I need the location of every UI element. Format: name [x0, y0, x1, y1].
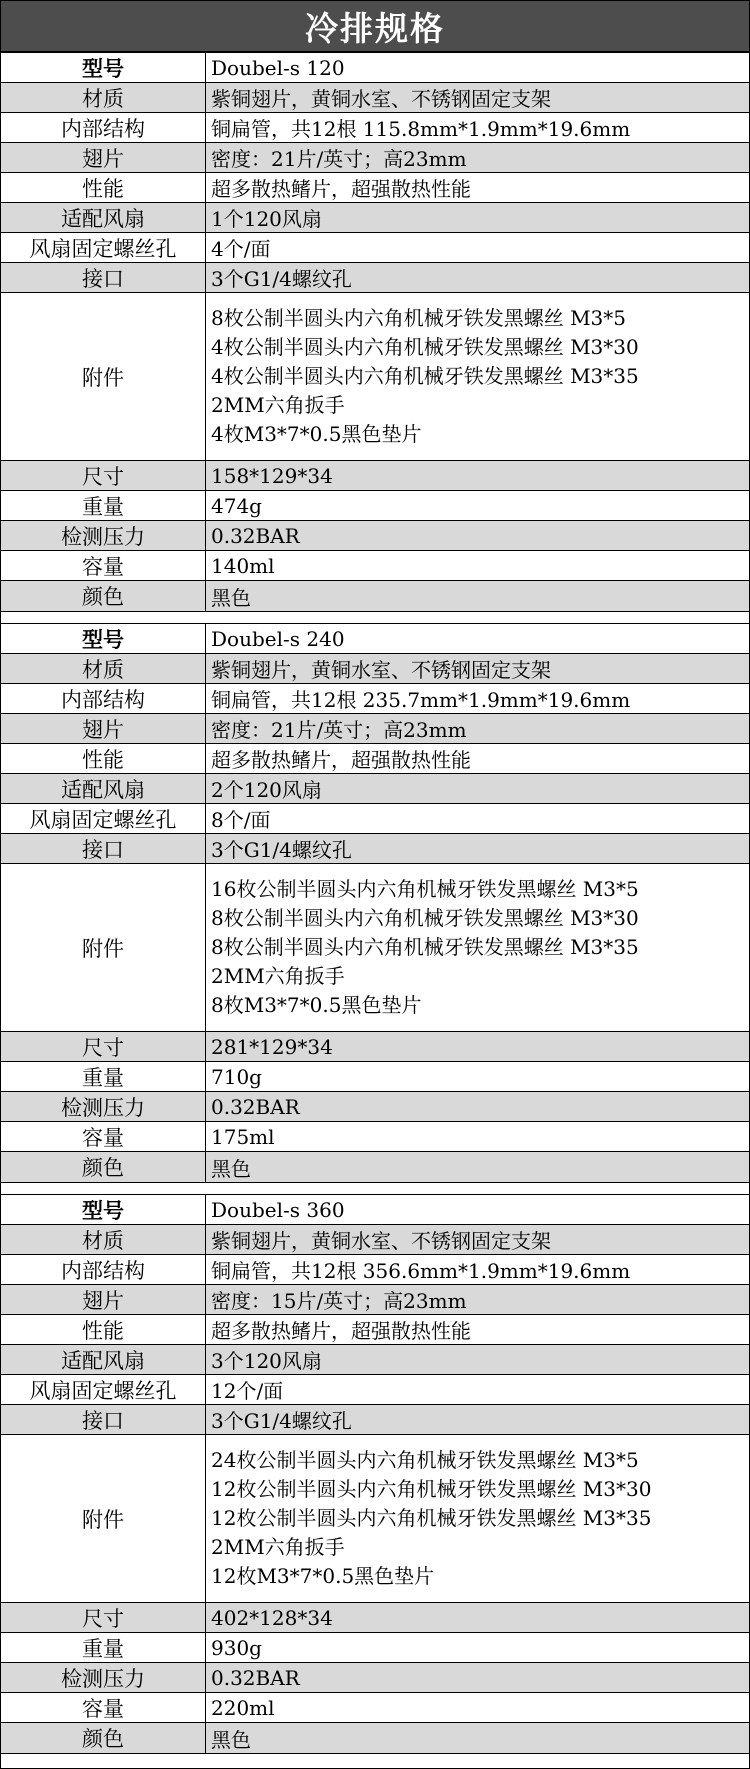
spec-label: 内部结构	[1, 684, 206, 713]
spec-label: 性能	[1, 1315, 206, 1344]
spec-row-accessories	[1, 293, 749, 461]
spec-label: 材质	[1, 83, 206, 112]
spec-value: 158*129*34	[211, 463, 333, 488]
accessory-item: 4枚M3*7*0.5黑色垫片	[211, 422, 422, 446]
spec-label: 重量	[1, 491, 206, 520]
spec-value: 930g	[211, 1635, 262, 1660]
spec-value: 0.32BAR	[211, 523, 300, 548]
spec-value: 密度：21片/英寸；高23mm	[211, 718, 467, 742]
spec-row-capacity	[1, 1122, 749, 1152]
spec-value: 黑色	[211, 585, 251, 610]
spec-value: 铜扁管，共12根 115.8mm*1.9mm*19.6mm	[211, 117, 631, 141]
spec-label: 材质	[1, 654, 206, 683]
spec-row-port	[1, 834, 749, 864]
spec-value: 紫铜翅片，黄铜水室、不锈钢固定支架	[211, 658, 551, 682]
spec-row-capacity	[1, 1693, 749, 1723]
spec-value: 0.32BAR	[211, 1665, 300, 1690]
spec-label: 重量	[1, 1633, 206, 1662]
spec-label: 型号	[1, 53, 206, 82]
spec-row-color	[1, 581, 749, 611]
spec-row-weight	[1, 1062, 749, 1092]
spec-value: 402*128*34	[211, 1605, 333, 1630]
spec-table	[1, 1194, 749, 1754]
spec-value-list	[206, 864, 749, 1031]
spec-label: 接口	[1, 834, 206, 863]
spec-value: 3个120风扇	[211, 1349, 322, 1373]
spec-value: 超多散热鳍片，超强散热性能	[211, 177, 471, 201]
spec-value: 黑色	[211, 1727, 251, 1752]
spec-row-structure	[1, 684, 749, 714]
accessory-item: 12枚M3*7*0.5黑色垫片	[211, 1564, 435, 1588]
spec-row-pressure	[1, 1663, 749, 1693]
spec-row-port	[1, 1405, 749, 1435]
spec-label: 颜色	[1, 1152, 206, 1182]
spec-label: 容量	[1, 1122, 206, 1151]
accessory-item: 12枚公制半圆头内六角机械牙铁发黑螺丝 M3*30	[211, 1477, 652, 1501]
spec-value: Doubel-s 360	[211, 1197, 345, 1222]
spec-label: 颜色	[1, 581, 206, 611]
spec-value: 紫铜翅片，黄铜水室、不锈钢固定支架	[211, 1229, 551, 1253]
spec-row-fan	[1, 203, 749, 233]
spec-table	[1, 623, 749, 1183]
spec-label: 检测压力	[1, 1092, 206, 1121]
spec-value: 超多散热鳍片，超强散热性能	[211, 748, 471, 772]
spec-value: Doubel-s 120	[211, 55, 345, 80]
spec-row-size	[1, 461, 749, 491]
spec-value: 175ml	[211, 1124, 275, 1149]
spec-row-fins	[1, 1285, 749, 1315]
spec-value: 8个/面	[211, 808, 271, 832]
spec-value: 2个120风扇	[211, 778, 322, 802]
spec-label: 颜色	[1, 1723, 206, 1753]
spec-label: 内部结构	[1, 1255, 206, 1284]
spec-value: 710g	[211, 1064, 262, 1089]
spec-label: 重量	[1, 1062, 206, 1091]
spec-row-weight	[1, 1633, 749, 1663]
spec-label: 尺寸	[1, 1603, 206, 1632]
spec-value: 3个G1/4螺纹孔	[211, 838, 352, 862]
accessory-item: 4枚公制半圆头内六角机械牙铁发黑螺丝 M3*30	[211, 335, 639, 359]
spec-value: 3个G1/4螺纹孔	[211, 267, 352, 291]
spec-row-structure	[1, 1255, 749, 1285]
spec-label: 风扇固定螺丝孔	[1, 804, 206, 833]
spec-value: 3个G1/4螺纹孔	[211, 1409, 352, 1433]
spec-row-port	[1, 263, 749, 293]
spec-value: 铜扁管，共12根 235.7mm*1.9mm*19.6mm	[211, 688, 631, 712]
accessory-item: 2MM六角扳手	[211, 1535, 345, 1559]
spec-row-performance	[1, 744, 749, 774]
spec-value: 281*129*34	[211, 1034, 333, 1059]
spec-row-fan	[1, 774, 749, 804]
spec-value-list	[206, 1435, 749, 1602]
spec-value: 超多散热鳍片，超强散热性能	[211, 1319, 471, 1343]
spec-label: 检测压力	[1, 521, 206, 550]
spec-value: 140ml	[211, 553, 275, 578]
spec-label: 翅片	[1, 143, 206, 172]
spec-row-material	[1, 83, 749, 113]
spec-label: 接口	[1, 1405, 206, 1434]
spec-label: 适配风扇	[1, 774, 206, 803]
spec-row-capacity	[1, 551, 749, 581]
spec-label: 附件	[1, 864, 206, 1031]
spec-label: 内部结构	[1, 113, 206, 142]
section-spacer	[1, 612, 749, 623]
spec-row-material	[1, 654, 749, 684]
spec-value: 密度：15片/英寸；高23mm	[211, 1289, 467, 1313]
spec-row-material	[1, 1225, 749, 1255]
spec-label: 附件	[1, 293, 206, 460]
spec-row-model	[1, 53, 749, 83]
spec-row-size	[1, 1032, 749, 1062]
accessory-item: 24枚公制半圆头内六角机械牙铁发黑螺丝 M3*5	[211, 1448, 639, 1472]
spec-label: 尺寸	[1, 461, 206, 490]
spec-label: 翅片	[1, 1285, 206, 1314]
section-spacer	[1, 1183, 749, 1194]
spec-row-accessories	[1, 1435, 749, 1603]
accessory-item: 8枚公制半圆头内六角机械牙铁发黑螺丝 M3*30	[211, 906, 639, 930]
spec-label: 尺寸	[1, 1032, 206, 1061]
spec-value: 铜扁管，共12根 356.6mm*1.9mm*19.6mm	[211, 1259, 631, 1283]
spec-row-weight	[1, 491, 749, 521]
spec-row-color	[1, 1723, 749, 1753]
accessory-item: 8枚公制半圆头内六角机械牙铁发黑螺丝 M3*35	[211, 935, 639, 959]
spec-blocks	[1, 52, 749, 1754]
spec-value: 紫铜翅片，黄铜水室、不锈钢固定支架	[211, 87, 551, 111]
spec-row-structure	[1, 113, 749, 143]
spec-label: 翅片	[1, 714, 206, 743]
spec-value: 220ml	[211, 1695, 275, 1720]
spec-value: 1个120风扇	[211, 207, 322, 231]
spec-label: 接口	[1, 263, 206, 292]
spec-label: 适配风扇	[1, 203, 206, 232]
spec-row-size	[1, 1603, 749, 1633]
spec-row-performance	[1, 1315, 749, 1345]
spec-label: 型号	[1, 1195, 206, 1224]
accessory-item: 12枚公制半圆头内六角机械牙铁发黑螺丝 M3*35	[211, 1506, 652, 1530]
spec-value: 密度：21片/英寸；高23mm	[211, 147, 467, 171]
spec-row-pressure	[1, 1092, 749, 1122]
spec-label: 容量	[1, 551, 206, 580]
spec-row-accessories	[1, 864, 749, 1032]
accessory-item: 16枚公制半圆头内六角机械牙铁发黑螺丝 M3*5	[211, 877, 639, 901]
accessory-item: 8枚M3*7*0.5黑色垫片	[211, 993, 422, 1017]
spec-value: Doubel-s 240	[211, 626, 345, 651]
spec-row-performance	[1, 173, 749, 203]
spec-label: 容量	[1, 1693, 206, 1722]
accessory-item: 8枚公制半圆头内六角机械牙铁发黑螺丝 M3*5	[211, 306, 627, 330]
page-title: 冷排规格	[1, 1, 749, 52]
accessory-item: 4枚公制半圆头内六角机械牙铁发黑螺丝 M3*35	[211, 364, 639, 388]
spec-label: 适配风扇	[1, 1345, 206, 1374]
spec-label: 附件	[1, 1435, 206, 1602]
spec-row-color	[1, 1152, 749, 1182]
spec-value: 12个/面	[211, 1379, 284, 1403]
spec-label: 检测压力	[1, 1663, 206, 1692]
spec-label: 风扇固定螺丝孔	[1, 1375, 206, 1404]
spec-value: 黑色	[211, 1156, 251, 1181]
spec-label: 材质	[1, 1225, 206, 1254]
spec-value: 0.32BAR	[211, 1094, 300, 1119]
spec-row-model	[1, 1195, 749, 1225]
spec-row-screw-holes	[1, 804, 749, 834]
spec-row-screw-holes	[1, 233, 749, 263]
spec-row-screw-holes	[1, 1375, 749, 1405]
spec-value-list	[206, 293, 749, 460]
spec-row-pressure	[1, 521, 749, 551]
accessory-item: 2MM六角扳手	[211, 964, 345, 988]
accessory-item: 2MM六角扳手	[211, 393, 345, 417]
spec-value: 4个/面	[211, 237, 271, 261]
spec-row-fins	[1, 714, 749, 744]
spec-value: 474g	[211, 493, 262, 518]
spec-row-fan	[1, 1345, 749, 1375]
spec-table	[1, 52, 749, 612]
spec-row-model	[1, 624, 749, 654]
spec-label: 性能	[1, 744, 206, 773]
spec-label: 型号	[1, 624, 206, 653]
spec-label: 风扇固定螺丝孔	[1, 233, 206, 262]
spec-label: 性能	[1, 173, 206, 202]
spec-row-fins	[1, 143, 749, 173]
